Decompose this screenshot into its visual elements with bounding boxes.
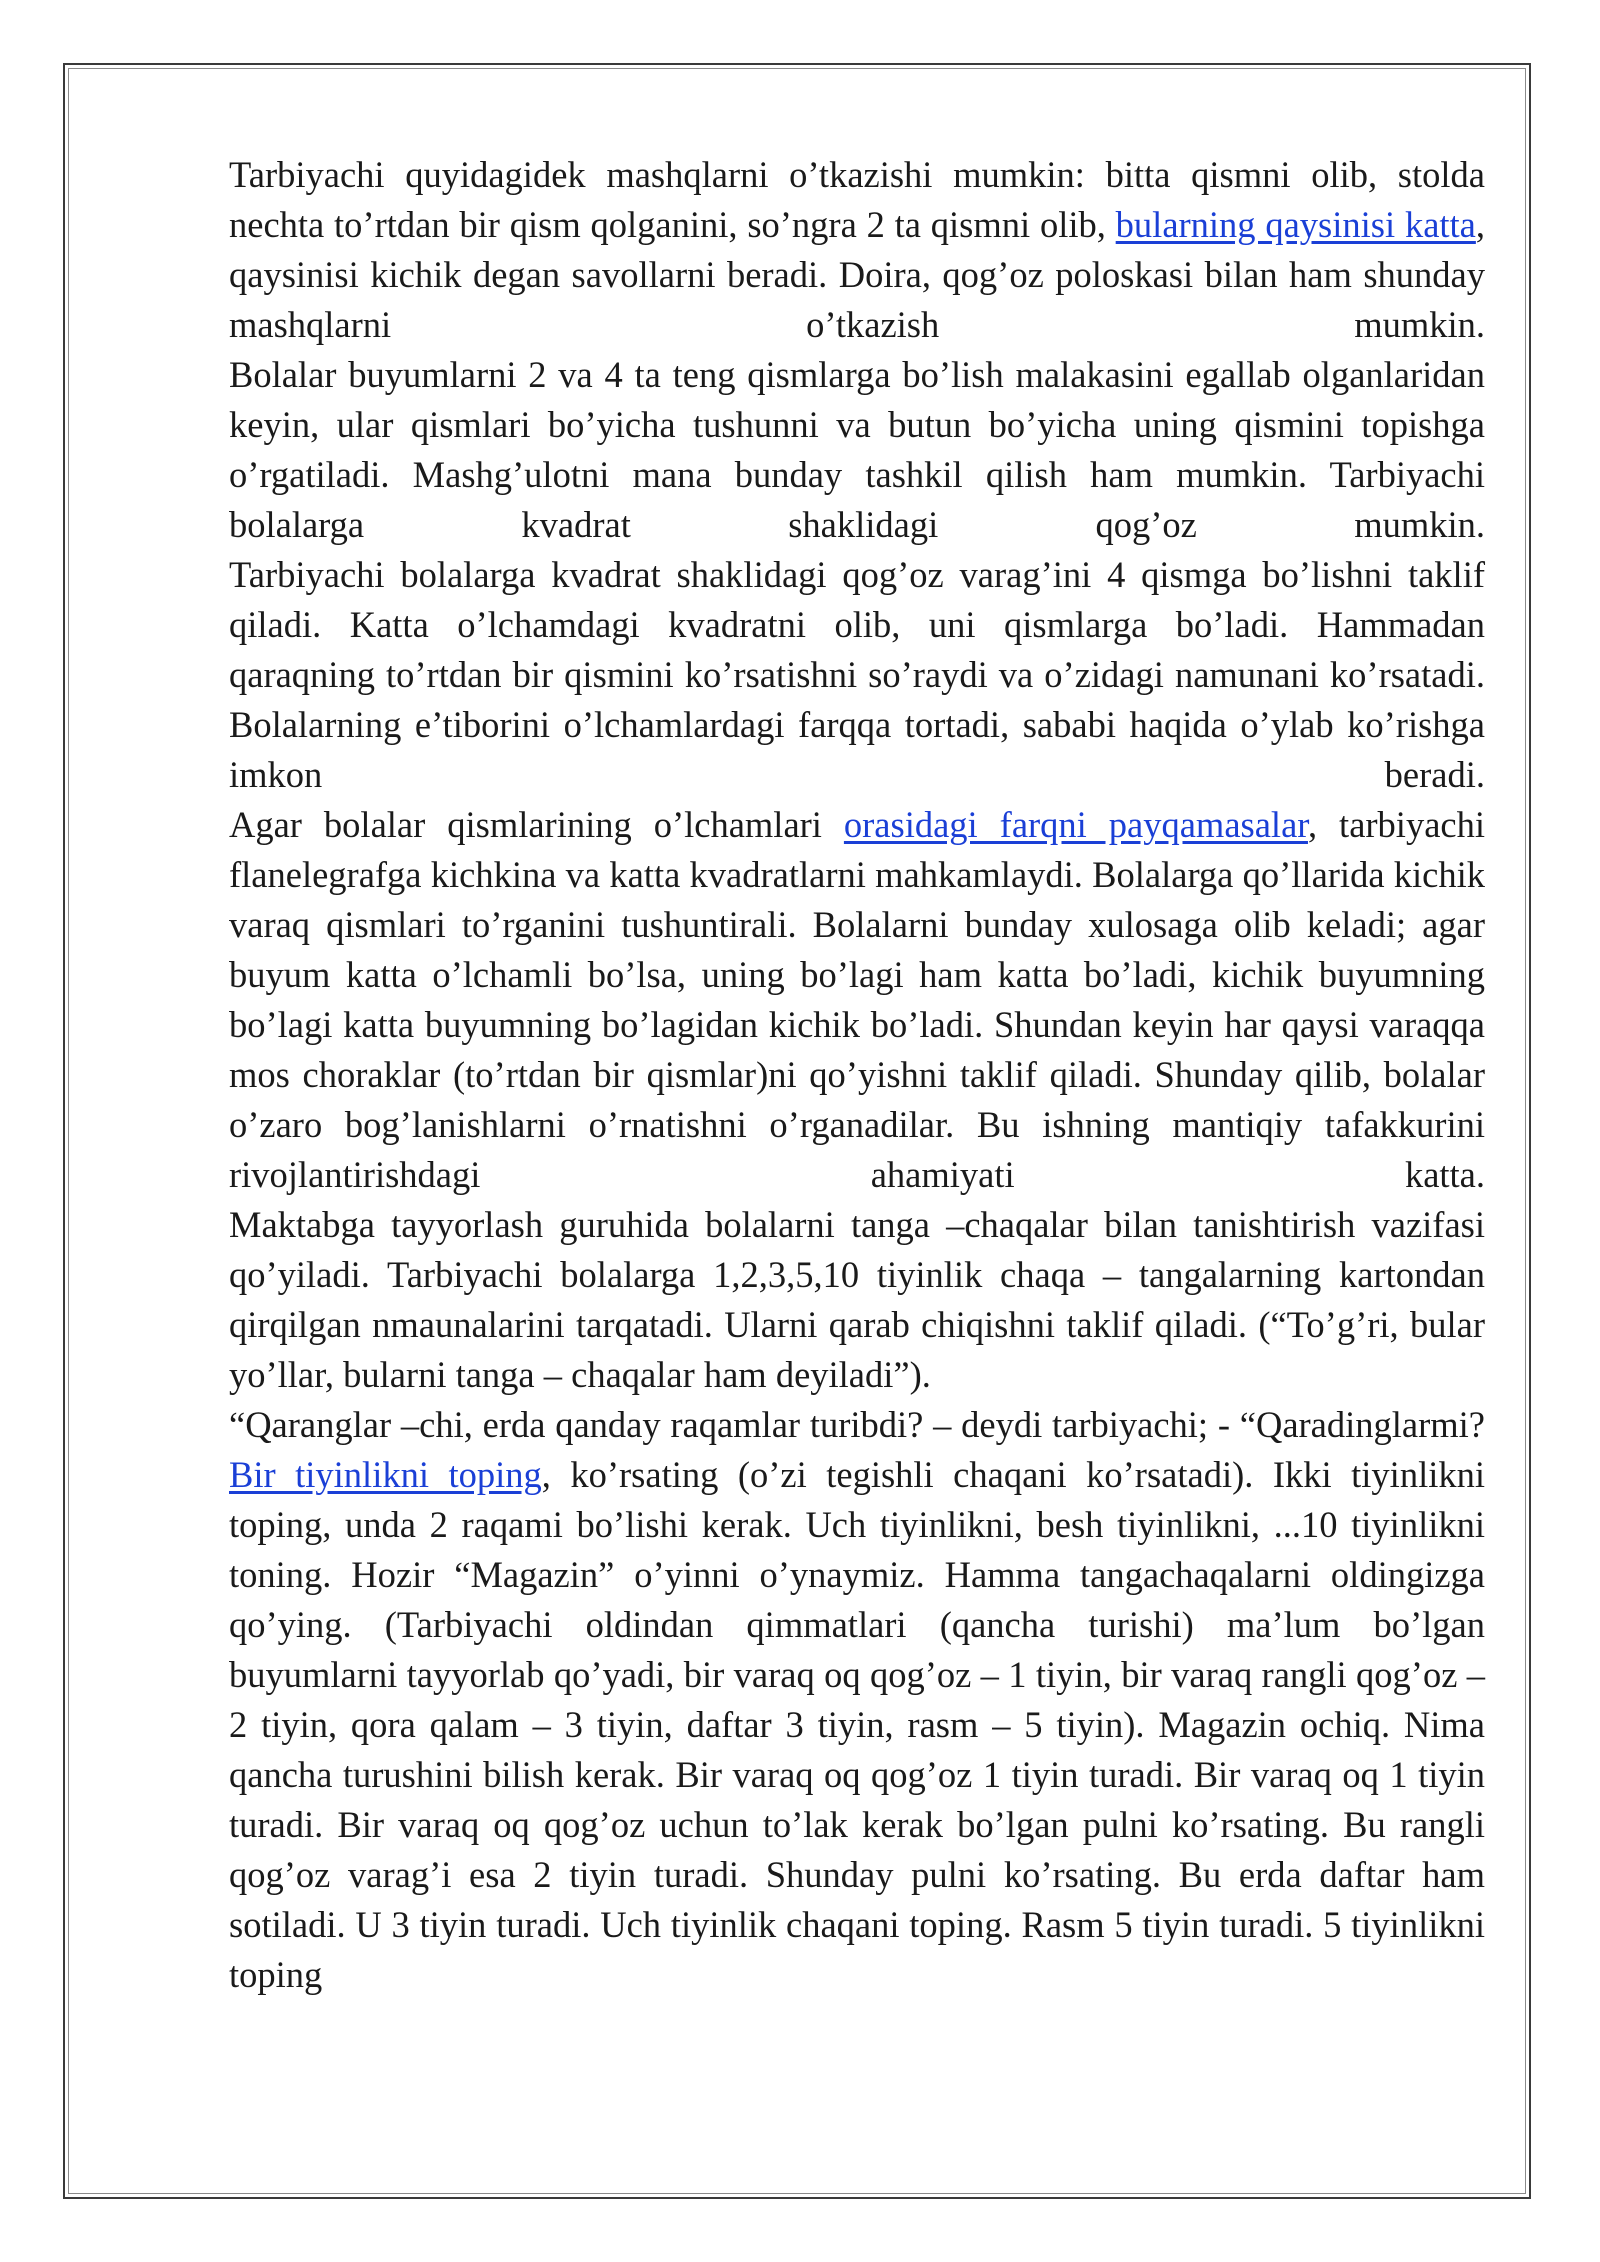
text-run: Bolalar buyumlarni 2 va 4 ta teng qismlarga bo’lish malakasini egallab olganlaridan keyin, ular qismlari bo’yicha tushunni va butun bo’yicha uning qismini topishga o’rgatiladi. Mashg’ulotni mana bunday tashkil qilish ham mumkin. Tarbiyachi bolalarga kvadrat shaklidagi qog’oz mumkin. [229,354,1485,545]
paragraph [229,800,1485,1200]
document-body [229,150,1485,2000]
hyperlink[interactable]: Bir tiyinlikni toping [229,1454,542,1495]
hyperlink[interactable]: orasidagi farqni payqamasalar [843,804,1308,845]
hyperlink[interactable]: bularning qaysinisi katta [1115,204,1476,245]
paragraph [229,350,1485,550]
text-run: Agar bolalar qismlarining o’lchamlari [229,804,844,845]
paragraph [229,150,1485,350]
text-run: , qaysinisi kichik degan savollarni beradi. Doira, qog’oz poloskasi bilan ham shunday mashqlarni o’tkazish mumkin. [229,204,1485,345]
paragraph [229,550,1485,800]
paragraph [229,1200,1485,1400]
text-run: , ko’rsating (o’zi tegishli chaqani ko’rsatadi). Ikki tiyinlikni toping, unda 2 raqami bo’lishi kerak. Uch tiyinlikni, besh tiyinlikni, ...10 tiyinlikni toning. Hozir “Magazin” o’yinni o’ynaymiz. Hamma tangachaqalarni oldingizga qo’ying. (Tarbiyachi oldindan qimmatlari (qancha turishi) ma’lum bo’lgan buyumlarni tayyorlab qo’yadi, bir varaq oq qog’oz – 1 tiyin, bir varaq rangli qog’oz – 2 tiyin, qora qalam – 3 tiyin, daftar 3 tiyin, rasm – 5 tiyin). Magazin ochiq. Nima qancha turushini bilish kerak. Bir varaq oq qog’oz 1 tiyin turadi. Bir varaq oq 1 tiyin turadi. Bir varaq oq qog’oz uchun to’lak kerak bo’lgan pulni ko’rsating. Bu rangli qog’oz varag’i esa 2 tiyin turadi. Shunday pulni ko’rsating. Bu erda daftar ham sotiladi. U 3 tiyin turadi. Uch tiyinlik chaqani toping. Rasm 5 tiyin turadi. 5 tiyinlikni toping [229,1454,1485,1995]
text-run: Maktabga tayyorlash guruhida bolalarni tanga –chaqalar bilan tanishtirish vazifasi qo’yiladi. Tarbiyachi bolalarga 1,2,3,5,10 tiyinlik chaqa – tangalarning kartondan qirqilgan nmaunalarini tarqatadi. Ularni qarab chiqishni taklif qiladi. (“To’g’ri, bular yo’llar, bularni tanga – chaqalar ham deyiladi”). [229,1204,1485,1395]
text-run: Tarbiyachi quyidagidek mashqlarni o’tkazishi mumkin: bitta qismni olib, stolda nechta to’rtdan bir qism qolganini, so’ngra 2 ta qismni olib, [229,154,1485,245]
text-run: Tarbiyachi bolalarga kvadrat shaklidagi qog’oz varag’ini 4 qismga bo’lishni taklif qiladi. Katta o’lchamdagi kvadratni olib, uni qismlarga bo’ladi. Hammadan qaraqning to’rtdan bir qismini ko’rsatishni so’raydi va o’zidagi namunani ko’rsatadi. Bolalarning e’tiborini o’lchamlardagi farqqa tortadi, sababi haqida o’ylab ko’rishga imkon beradi. [229,554,1485,795]
paragraph [229,1400,1485,2000]
text-run: “Qaranglar –chi, erda qanday raqamlar turibdi? – deydi tarbiyachi; - “Qaradinglarmi? [229,1404,1485,1445]
text-run: , tarbiyachi flanelegrafga kichkina va katta kvadratlarni mahkamlaydi. Bolalarga qo’llarida kichik varaq qismlari to’rganini tushuntirali. Bolalarni bunday xulosaga olib keladi; agar buyum katta o’lchamli bo’lsa, uning bo’lagi ham katta bo’ladi, kichik buyumning bo’lagi katta buyumning bo’lagidan kichik bo’ladi. Shundan keyin har qaysi varaqqa mos choraklar (to’rtdan bir qismlar)ni qo’yishni taklif qiladi. Shunday qilib, bolalar o’zaro bog’lanishlarni o’rnatishni o’rganadilar. Bu ishning mantiqiy tafakkurini rivojlantirishdagi ahamiyati katta. [229,804,1485,1195]
